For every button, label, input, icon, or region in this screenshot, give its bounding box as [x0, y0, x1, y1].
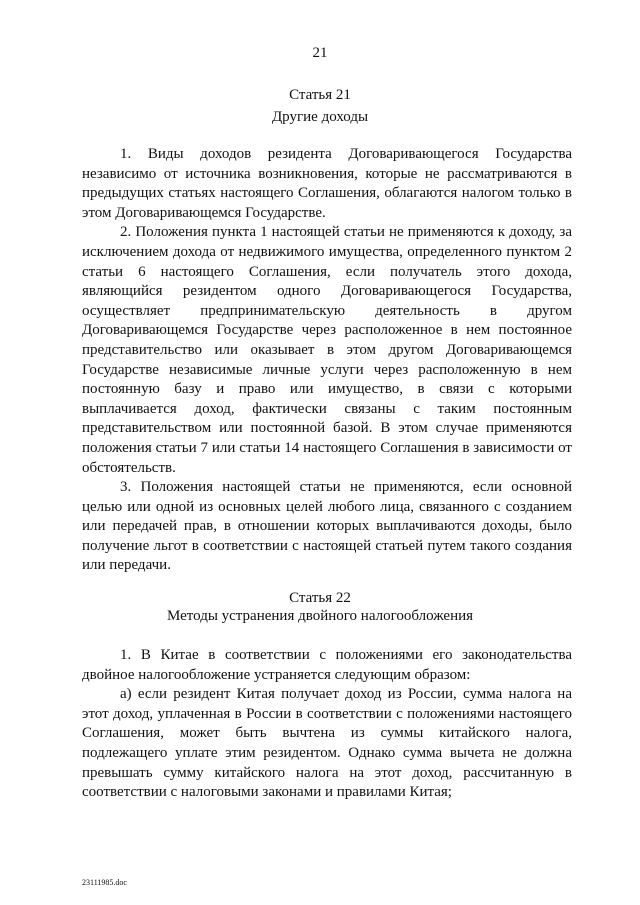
article-21-paragraph-3: 3. Положения настоящей статьи не применяются, если основной целью или одной из основных целей любого лица, связанного с созданием или передачей прав, в отношении которых выплачиваются доходы, было получение льгот в соответствии с настоящей статьей путем такого создания или передачи. [82, 479, 572, 574]
article-21-title: Статья 21 [289, 87, 351, 103]
footer-filename: 23111985.doc [82, 878, 127, 887]
article-22-body [82, 646, 572, 803]
article-21-body [82, 145, 572, 576]
page-number: 21 [312, 45, 328, 61]
article-22-subtitle: Методы устранения двойного налогообложения [166, 608, 474, 624]
article-22-paragraph-a: а) если резидент Китая получает доход из России, сумма налога на этот доход, уплаченная в России в соответствии с положениями настоящего Соглашения, может быть вычтена из суммы китайского налога, подлежащего уплате этим резидентом. Однако сумма вычета не должна превышать сумму китайского налога на этот доход, рассчитанную в соответствии с налоговыми законами и правилами Китая; [82, 686, 572, 801]
article-21-paragraph-1: 1. Виды доходов резидента Договаривающегося Государства независимо от источника возникновения, которые не рассматриваются в предыдущих статьях настоящего Соглашения, облагаются налогом только в этом Договаривающемся Государстве. [82, 146, 572, 221]
article-21-subtitle: Другие доходы [271, 109, 369, 125]
article-22-paragraph-1: 1. В Китае в соответствии с положениями его законодательства двойное налогообложение устраняется следующим образом: [82, 647, 572, 683]
article-22-title: Статья 22 [289, 590, 351, 606]
article-21-paragraph-2: 2. Положения пункта 1 настоящей статьи не применяются к доходу, за исключением дохода от недвижимого имущества, определенного пунктом 2 статьи 6 настоящего Соглашения, если получатель этого дохода, являющийся резидентом одного Договаривающегося Государства, осуществляет предпринимательскую деятельность в другом Договаривающемся Государстве через расположенное в нем постоянное представительство или оказывает в этом другом Договаривающемся Государстве независимые личные услуги через расположенную в нем постоянную базу и право или имущество, в связи с которыми выплачивается доход, фактически связаны с таким постоянным представительством или постоянной базой. В этом случае применяются положения статьи 7 или статьи 14 настоящего Соглашения в зависимости от обстоятельств. [82, 224, 572, 476]
